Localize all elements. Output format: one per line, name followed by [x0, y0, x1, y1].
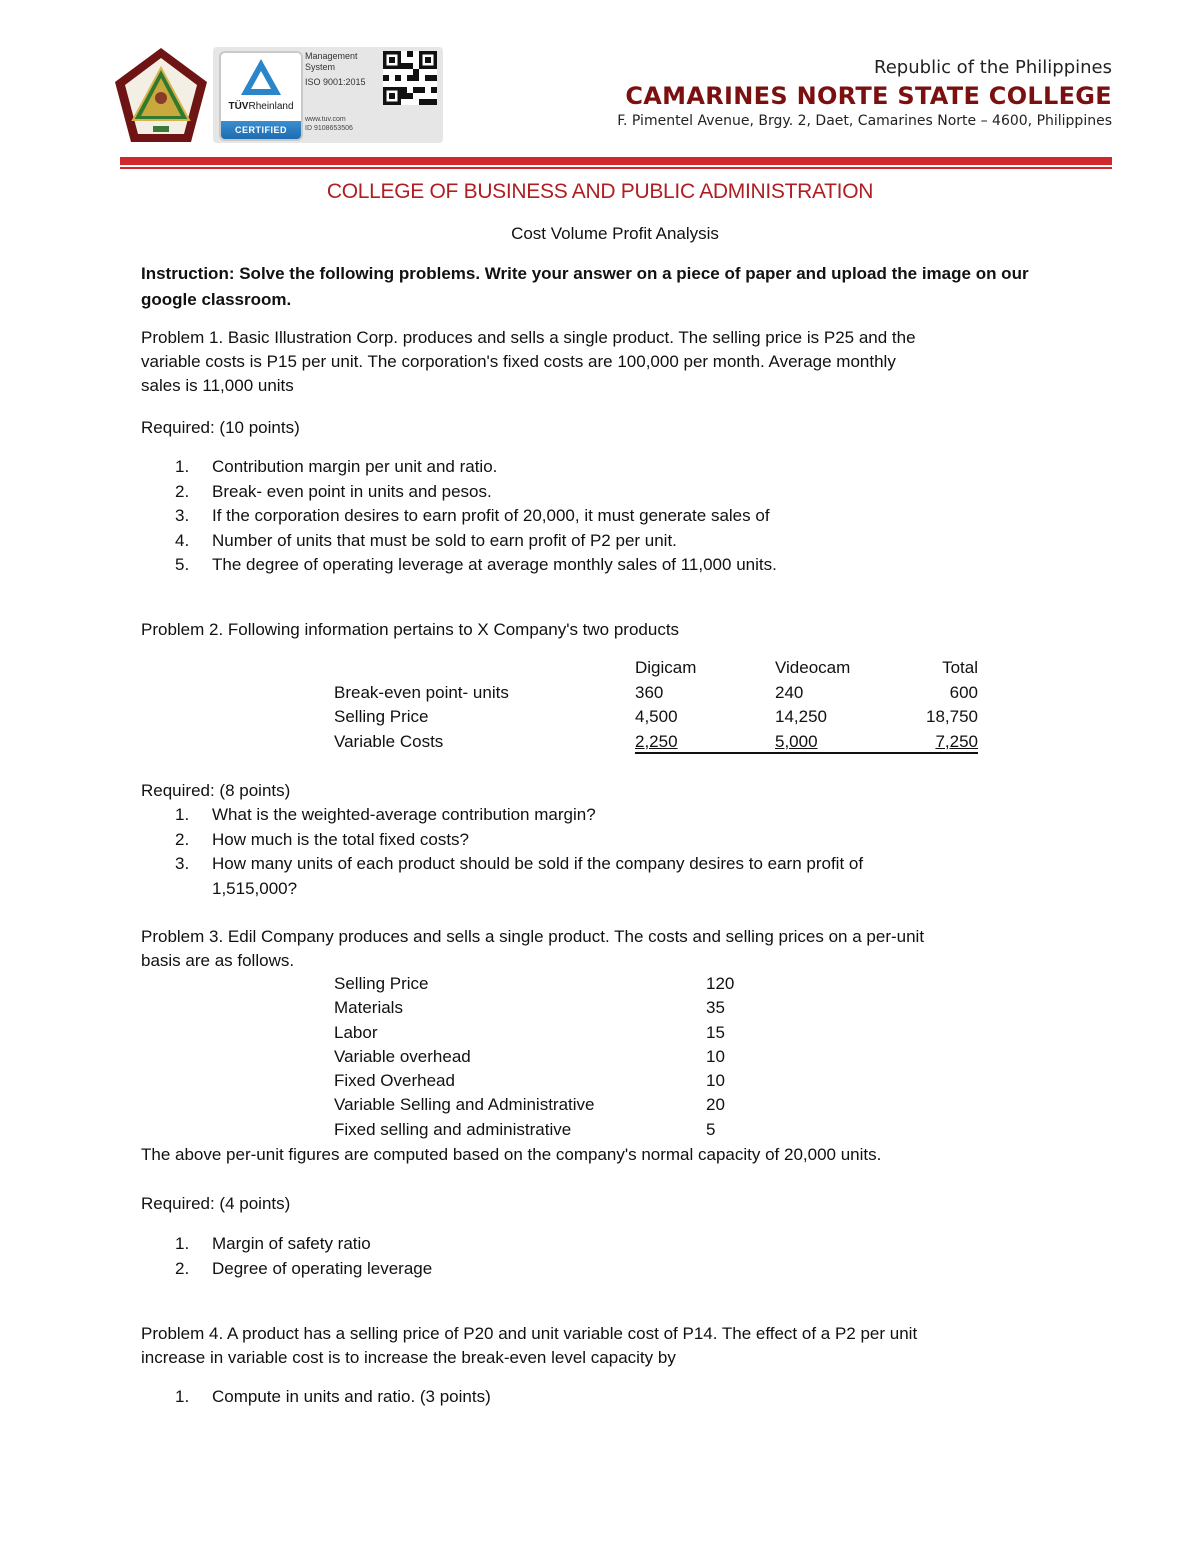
table-row: Variable Selling and Administrative 20 — [334, 1095, 725, 1115]
table-row: Fixed Overhead 10 — [334, 1071, 725, 1091]
department-title: COLLEGE OF BUSINESS AND PUBLIC ADMINISTRATION — [326, 180, 874, 203]
problem1-text: Problem 1. Basic Illustration Corp. produces and sells a single product. The selling price is P25 and the variable costs is P15 per unit. The corporation's fixed costs are 100,000 per month. Average monthly sales is 11,000 units — [141, 328, 916, 395]
tuv-triangle-icon — [221, 53, 301, 101]
list-item: 1. Margin of safety ratio — [175, 1234, 371, 1253]
table-header-row: Digicam Videocam Total — [635, 658, 978, 677]
problem3-required: Required: (4 points) — [141, 1194, 291, 1213]
table-row: Variable Costs 2,250 5,000 7,250 — [334, 731, 978, 751]
list-item: 5. The degree of operating leverage at average monthly sales of 11,000 units. — [175, 555, 777, 574]
table-row: Variable overhead 10 — [334, 1046, 725, 1066]
table-row: Selling Price 120 — [334, 974, 735, 993]
list-item: 4. Number of units that must be sold to earn profit of P2 per unit. — [175, 530, 677, 550]
list-item: 1. What is the weighted-average contribution margin? — [175, 805, 596, 824]
problem3-text: Problem 3. Edil Company produces and sells a single product. The costs and selling prices on a per-unit basis are as follows. — [141, 927, 925, 970]
problem1-list — [175, 455, 777, 578]
problem3-note: The above per-unit figures are computed based on the company's normal capacity of 20,000 units. — [141, 1145, 882, 1164]
tuv-brand: TÜVRheinland — [228, 101, 294, 112]
list-item: 1,515,000? — [212, 878, 298, 898]
list-item: 1. Compute in units and ratio. (3 points) — [175, 1387, 491, 1406]
college-name: CAMARINES NORTE STATE COLLEGE — [625, 82, 1112, 110]
problem2-list — [175, 803, 863, 901]
college-seal-icon — [113, 46, 209, 146]
problem3-list — [175, 1232, 432, 1281]
header-divider-thick — [120, 157, 1112, 165]
college-seal-logo — [113, 46, 209, 146]
problem2-text: Problem 2. Following information pertains to X Company's two products — [141, 620, 680, 639]
republic-label: Republic of the Philippines — [874, 57, 1112, 78]
list-item: 2. Degree of operating leverage — [175, 1258, 433, 1278]
table-row: Break-even point- units 360 240 600 — [334, 682, 978, 702]
problem4-text: Problem 4. A product has a selling price of P20 and unit variable cost of P14. The effect of a P2 per unit increase in variable cost is to increase the break-even level capacity by — [141, 1324, 918, 1367]
table-total-underline — [635, 752, 978, 754]
problem4-list — [175, 1385, 491, 1410]
problem2-table — [334, 656, 978, 754]
list-item: 1. Contribution margin per unit and ratio. — [175, 457, 498, 476]
table-row: Selling Price 4,500 14,250 18,750 — [334, 707, 978, 726]
document-title: Cost Volume Profit Analysis — [511, 224, 719, 243]
problem2-required: Required: (8 points) — [141, 781, 291, 800]
list-item: 3. How many units of each product should be sold if the company desires to earn profit of — [175, 854, 864, 873]
problem1-required: Required: (10 points) — [141, 418, 300, 437]
management-system-text: Management System ISO 9001:2015 — [305, 51, 366, 87]
table-row: Materials 35 — [334, 998, 725, 1018]
qr-code-icon — [383, 51, 437, 105]
problem3-cost-table — [334, 972, 734, 1142]
table-row: Labor 15 — [334, 1022, 725, 1042]
list-item: 2. Break- even point in units and pesos. — [175, 481, 492, 501]
iso-certification-badge — [213, 47, 443, 143]
list-item: 2. How much is the total fixed costs? — [175, 829, 470, 849]
college-address: F. Pimentel Avenue, Brgy. 2, Daet, Camarines Norte – 4600, Philippines — [617, 113, 1112, 129]
header-divider-thin — [120, 167, 1112, 169]
tuv-logo — [219, 51, 303, 141]
instruction: Instruction: Solve the following problems. Write your answer on a piece of paper and upload the image on our google classroom. — [141, 264, 1029, 309]
certification-id: www.tuv.com ID 9108653506 — [305, 116, 353, 132]
table-row: Fixed selling and administrative 5 — [334, 1119, 716, 1139]
list-item: 3. If the corporation desires to earn profit of 20,000, it must generate sales of — [175, 506, 770, 525]
certified-label: CERTIFIED — [221, 121, 301, 139]
